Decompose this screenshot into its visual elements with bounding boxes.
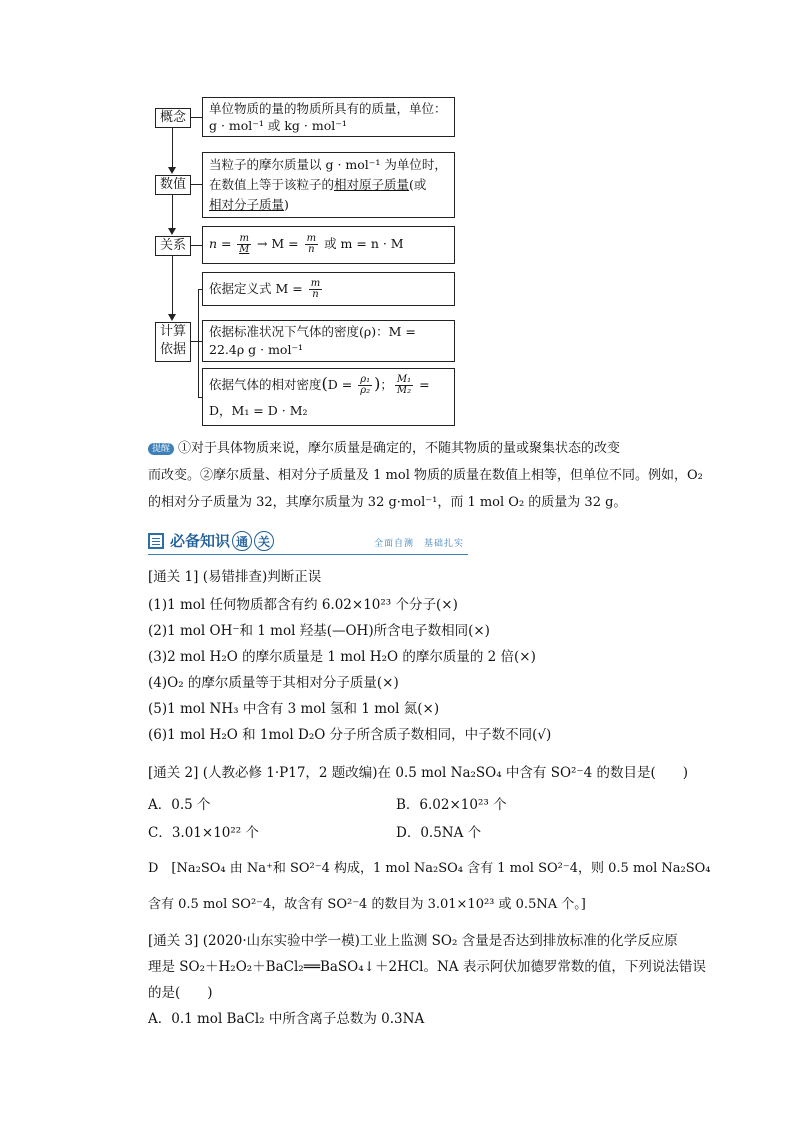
spine-line-2 [172, 195, 173, 228]
banner-title: 必备知识 通 关 [170, 530, 274, 552]
calc-box-relative-density [202, 368, 455, 426]
q3-line1: [通关 3] (2020·山东实验中学一模)工业上监测 SO₂ 含量是否达到排放标准的化学反应原 [148, 933, 678, 949]
fraction-m-over-M: $\frac{m}{M}$ [239, 233, 250, 255]
calc-box-density [202, 320, 455, 362]
q1-heading: [通关 1] (易错排查)判断正误 [148, 569, 322, 585]
label-calc-basis [155, 322, 191, 362]
value-line1: 当粒子的摩尔质量以 g · mol⁻¹ 为单位时， [209, 157, 447, 172]
note-line3: 的相对分子质量为 32，其摩尔质量为 32 g·mol⁻¹，而 1 mol O₂ 的质量为 32 g。 [148, 495, 627, 510]
fraction-molar-mass: $\frac{\text{M₁}}{\text{M₂}}$ [396, 374, 412, 396]
relative-atomic-mass: 相对原子质量 [334, 177, 410, 192]
relation-box: n = $\frac{m}{M}$ → M = $\frac{m}{n}$ 或 m = n · M [202, 226, 455, 264]
relative-molecular-mass: 相对分子质量 [209, 197, 285, 212]
q3-option-a: A．0.1 mol BaCl₂ 中所含离子总数为 0.3NA [148, 1011, 425, 1027]
value-line3: 相对分子质量) [209, 197, 289, 212]
q2-option-a: A．0.5 个 [148, 797, 211, 813]
fraction-rho: $\frac{\text{ρ₁}}{\text{ρ₂}}$ [360, 374, 371, 396]
arrow-down-icon [168, 228, 176, 235]
calc-box-definition: 依据定义式 M = $\frac{m}{n}$ [202, 272, 455, 306]
q2-heading: [通关 2] (人教必修 1·P17，2 题改编)在 0.5 mol Na₂SO₄ 中含有 SO²⁻4 的数目是( ) [148, 765, 688, 781]
note-line2: 而改变。②摩尔质量、相对分子质量及 1 mol 物质的质量在数值上相等，但单位不同。例如，O₂ [148, 468, 703, 483]
label-concept: 概念 [155, 108, 191, 128]
value-line2: 在数值上等于该粒子的相对原子质量(或 [209, 177, 427, 192]
q2-answer-line1: D [Na₂SO₄ 由 Na⁺和 SO²⁻4 构成，1 mol Na₂SO₄ 含有 1 mol SO²⁻4，则 0.5 mol Na₂SO₄ [148, 861, 711, 876]
relative-density-line1: 依据气体的相对密度(D = $\frac{\text{ρ₁}}{\text{ρ₂}}$ )； $\frac{\text{M₁}}{\text{M₂}}$ = [209, 374, 430, 396]
connector [190, 341, 198, 342]
banner-subtitle: 全面自测 基础扎实 [373, 539, 464, 549]
section-banner [148, 530, 468, 555]
arrow-down-icon [168, 314, 176, 321]
q1-item-5: (5)1 mol NH₃ 中含有 3 mol 氢和 1 mol 氮(×) [148, 701, 440, 717]
connector [190, 117, 202, 118]
concept-line1: 单位物质的量的物质所具有的质量，单位： [209, 101, 447, 116]
density-line2: 22.4ρ g · mol⁻¹ [209, 342, 304, 357]
bracket-line [198, 289, 199, 397]
q2-option-b: B．6.02×10²³ 个 [396, 797, 507, 813]
spine-line-3 [172, 256, 173, 314]
circle-char: 通 [232, 531, 252, 551]
connector [190, 184, 202, 185]
reminder-badge: 提醒 [148, 443, 174, 455]
q1-item-2: (2)1 mol OH⁻和 1 mol 羟基(—OH)所含电子数相同(×) [148, 623, 490, 639]
book-icon [148, 533, 164, 549]
label-calc-line2: 依据 [159, 342, 186, 357]
value-box [202, 152, 455, 218]
q2-option-c: C．3.01×10²² 个 [148, 825, 259, 841]
fraction-m-over-n: $\frac{m}{n}$ [306, 233, 317, 255]
fraction-m-over-n: $\frac{m}{n}$ [310, 278, 321, 300]
q3-line3: 的是( ) [148, 985, 213, 1001]
q2-answer-line2: 含有 0.5 mol SO²⁻4，故含有 SO²⁻4 的数目为 3.01×10²³ 或 0.5NA 个。] [148, 897, 586, 912]
circle-char: 关 [254, 531, 274, 551]
note-line1: 提醒 ①对于具体物质来说，摩尔质量是确定的，不随其物质的量或聚集状态的改变 [148, 438, 620, 460]
q1-item-1: (1)1 mol 任何物质都含有约 6.02×10²³ 个分子(×) [148, 597, 458, 613]
spine-line-1 [172, 128, 173, 168]
q1-item-4: (4)O₂ 的摩尔质量等于其相对分子质量(×) [148, 675, 399, 691]
label-relation: 关系 [155, 236, 191, 256]
label-calc-line1: 计算 [159, 324, 186, 339]
q3-line2: 理是 SO₂＋H₂O₂＋BaCl₂══BaSO₄↓＋2HCl。NA 表示阿伏加德罗常数的值，下列说法错误 [148, 959, 706, 975]
q1-item-6: (6)1 mol H₂O 和 1mol D₂O 分子所含质子数相同，中子数不同(√) [148, 727, 552, 743]
density-line1: 依据标准状况下气体的密度(ρ)：M = [209, 324, 416, 339]
relative-density-line2: D，M₁ = D · M₂ [209, 403, 308, 418]
q2-option-d: D．0.5NA 个 [396, 825, 482, 841]
label-value: 数值 [155, 175, 191, 195]
concept-box [202, 97, 455, 137]
q1-item-3: (3)2 mol H₂O 的摩尔质量是 1 mol H₂O 的摩尔质量的 2 倍(×) [148, 649, 536, 665]
connector [190, 245, 202, 246]
concept-line2: g · mol⁻¹ 或 kg · mol⁻¹ [209, 118, 347, 133]
arrow-down-icon [168, 167, 176, 174]
